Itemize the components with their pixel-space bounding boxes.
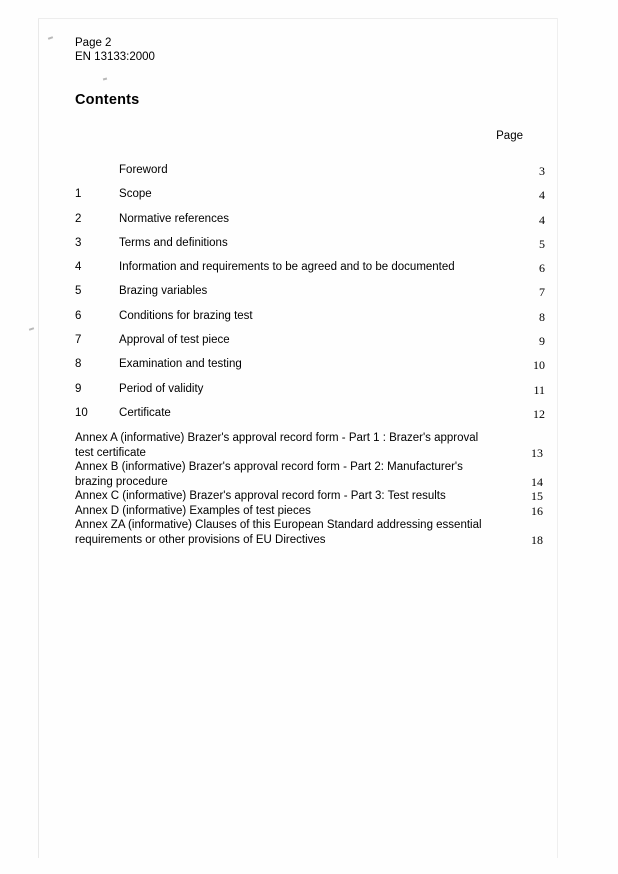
toc-title: Scope [119, 188, 152, 201]
scan-edge-left [38, 18, 39, 858]
header-page-number: Page 2 [75, 37, 112, 49]
toc-number: 7 [75, 334, 82, 347]
toc-number: 4 [75, 261, 82, 274]
toc-title: Approval of test piece [119, 334, 230, 347]
toc-page: 12 [533, 406, 545, 421]
toc-title: Information and requirements to be agreed and to be documented [119, 261, 455, 274]
toc-title: Period of validity [119, 382, 204, 395]
toc-number: 10 [75, 406, 88, 419]
toc-page: 4 [539, 212, 545, 227]
table-row[interactable] [75, 261, 545, 285]
table-row[interactable] [75, 383, 545, 407]
table-row[interactable] [75, 164, 545, 188]
table-row[interactable] [75, 489, 545, 504]
toc-number: 8 [75, 358, 82, 371]
toc-title: Annex D (informative) Examples of test pieces [75, 504, 311, 517]
toc-page: 8 [539, 309, 545, 324]
toc-title: Terms and definitions [119, 236, 228, 249]
toc-number: 3 [75, 236, 82, 249]
toc-title: Normative references [119, 212, 229, 225]
toc-page: 5 [539, 236, 545, 251]
header-standard-number: EN 13133:2000 [75, 51, 155, 63]
toc-page: 3 [539, 164, 545, 178]
toc-page: 7 [539, 285, 545, 300]
toc-title: Certificate [119, 406, 171, 419]
toc-title: Foreword [119, 164, 168, 176]
table-row[interactable] [75, 504, 545, 519]
table-row[interactable] [75, 213, 545, 237]
toc-page: 14 [531, 474, 543, 489]
toc-number: 9 [75, 382, 82, 395]
toc-page: 11 [533, 382, 545, 397]
table-row[interactable] [75, 431, 545, 460]
toc-title: Annex A (informative) Brazer's approval record form - Part 1 : Brazer's approval test certificate [75, 432, 479, 459]
toc-number: 5 [75, 285, 82, 298]
table-row[interactable] [75, 407, 545, 431]
toc-page: 18 [531, 532, 543, 547]
toc-page: 9 [539, 334, 545, 349]
toc-page: 10 [533, 358, 545, 373]
page-content [75, 36, 545, 547]
scan-speck [29, 327, 34, 330]
toc-title: Annex B (informative) Brazer's approval record form - Part 2: Manufacturer's brazing procedure [75, 461, 463, 488]
table-row[interactable] [75, 188, 545, 212]
page-header [75, 36, 545, 64]
table-row[interactable] [75, 334, 545, 358]
toc-title: Annex ZA (informative) Clauses of this European Standard addressing essential requirements or other provisions of EU Directives [75, 519, 482, 546]
toc-number: 6 [75, 309, 82, 322]
toc-page: 13 [531, 445, 543, 460]
table-row[interactable] [75, 237, 545, 261]
table-row[interactable] [75, 460, 545, 489]
table-of-contents [75, 164, 545, 547]
toc-number: 2 [75, 212, 82, 225]
toc-page: 15 [531, 489, 543, 504]
toc-title: Brazing variables [119, 285, 208, 298]
table-row[interactable] [75, 285, 545, 309]
toc-page: 4 [539, 188, 545, 203]
toc-number [75, 164, 119, 188]
table-row[interactable] [75, 310, 545, 334]
toc-page: 16 [531, 503, 543, 518]
scan-speck [48, 36, 53, 40]
toc-title: Examination and testing [119, 358, 242, 371]
toc-page: 6 [539, 261, 545, 276]
page-column-header: Page [496, 130, 523, 142]
table-row[interactable] [75, 518, 545, 547]
scan-edge-right [557, 18, 558, 858]
toc-title: Conditions for brazing test [119, 309, 253, 322]
toc-number: 1 [75, 188, 82, 201]
table-row[interactable] [75, 358, 545, 382]
page-title: Contents [75, 92, 140, 108]
scan-edge-top [38, 18, 558, 19]
toc-title: Annex C (informative) Brazer's approval record form - Part 3: Test results [75, 490, 446, 503]
